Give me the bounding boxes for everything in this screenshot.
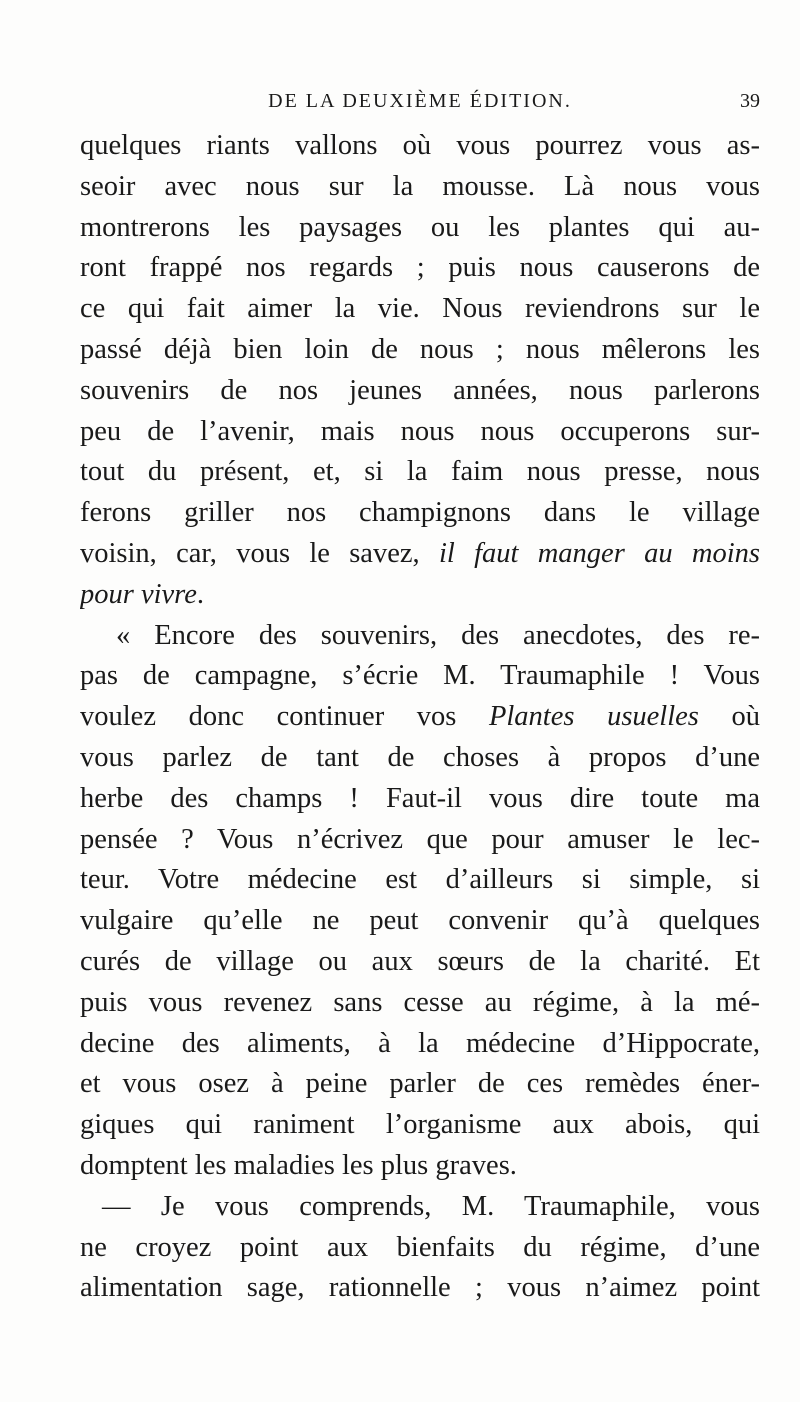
- text-line: pensée ? Vous n’écrivez que pour amuser le lec-: [80, 823, 760, 855]
- body-text: [80, 126, 760, 1309]
- text-line: pas de campagne, s’écrie M. Traumaphile ! Vous: [80, 660, 760, 692]
- page-number: 39: [740, 90, 760, 112]
- text-line: et vous osez à peine parler de ces remèdes éner-: [80, 1068, 760, 1100]
- text-line: giques qui raniment l’organisme aux abois, qui: [80, 1109, 760, 1141]
- text-line: teur. Votre médecine est d’ailleurs si simple, si: [80, 864, 760, 896]
- text-line: ne croyez point aux bienfaits du régime, d’une: [80, 1231, 760, 1263]
- text-line: tout du présent, et, si la faim nous presse, nous: [80, 456, 760, 488]
- text-line: — Je vous comprends, M. Traumaphile, vous: [102, 1190, 760, 1222]
- text-line: herbe des champs ! Faut-il vous dire toute ma: [80, 782, 760, 814]
- text-line: ferons griller nos champignons dans le village: [80, 497, 760, 529]
- text-line: curés de village ou aux sœurs de la charité. Et: [80, 945, 760, 977]
- text-line: quelques riants vallons où vous pourrez vous as-: [80, 130, 760, 161]
- running-title: DE LA DEUXIÈME ÉDITION.: [268, 90, 572, 112]
- text-line: voulez donc continuer vos Plantes usuelles où: [80, 701, 760, 733]
- text-line: domptent les maladies les plus graves.: [80, 1149, 517, 1181]
- text-line: vulgaire qu’elle ne peut convenir qu’à quelques: [80, 905, 760, 937]
- italic-phrase: pour vivre: [80, 578, 197, 610]
- running-head: [80, 86, 760, 116]
- italic-phrase: il faut manger au moins: [438, 537, 760, 569]
- text-line: seoir avec nous sur la mousse. Là nous vous: [80, 170, 760, 202]
- text-line: montrerons les paysages ou les plantes qui au-: [80, 211, 760, 243]
- text-line: peu de l’avenir, mais nous nous occuperons sur-: [80, 415, 760, 447]
- text-line: puis vous revenez sans cesse au régime, à la mé-: [80, 986, 760, 1018]
- text-line: « Encore des souvenirs, des anecdotes, des re-: [116, 619, 760, 651]
- text-line: souvenirs de nos jeunes années, nous parlerons: [80, 374, 760, 406]
- text-line: vous parlez de tant de choses à propos d’une: [80, 741, 760, 773]
- text-line: alimentation sage, rationnelle ; vous n’aimez point: [80, 1272, 760, 1304]
- text-line: ce qui fait aimer la vie. Nous reviendrons sur le: [80, 293, 760, 325]
- text-line: passé déjà bien loin de nous ; nous mêlerons les: [80, 333, 760, 365]
- italic-title: Plantes usuelles: [488, 701, 699, 733]
- text-line: pour vivre.: [80, 578, 204, 610]
- text-line: decine des aliments, à la médecine d’Hippocrate,: [80, 1027, 760, 1059]
- text-line: voisin, car, vous le savez, il faut manger au moins: [80, 537, 760, 569]
- text-line: ront frappé nos regards ; puis nous causerons de: [80, 252, 760, 284]
